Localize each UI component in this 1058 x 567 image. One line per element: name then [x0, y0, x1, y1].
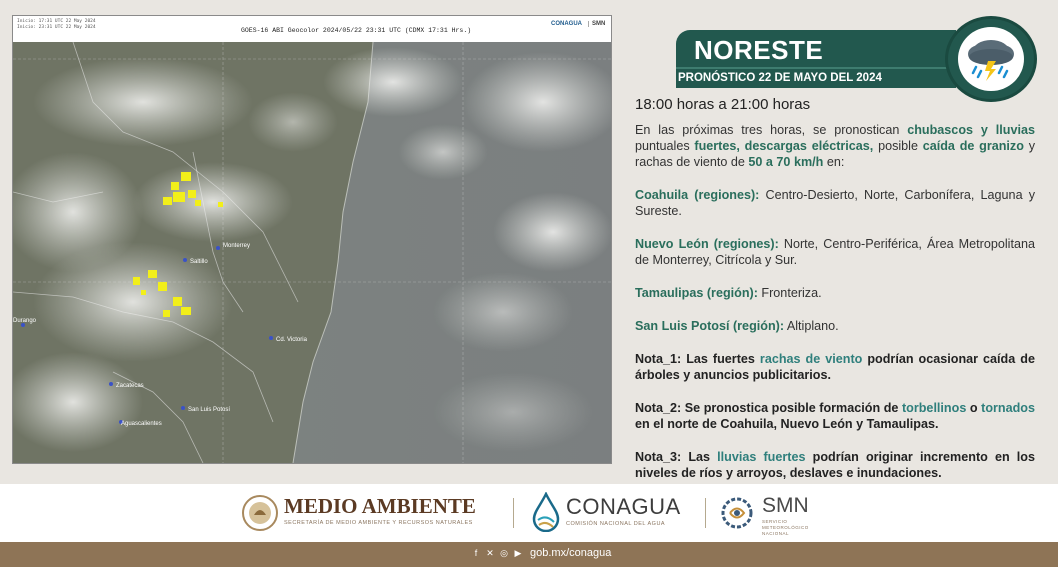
footer-separator: [513, 498, 514, 528]
region-badge: [676, 30, 956, 67]
medio-ambiente-logo: MEDIO AMBIENTE: [284, 494, 476, 518]
region-title: NORESTE: [694, 35, 824, 65]
city-label-saltillo: Saltillo: [190, 259, 208, 265]
satellite-title: GOES-16 ABI Geocolor 2024/05/22 23:31 UTC (CDMX 17:31 Hrs.): [241, 27, 472, 34]
smn-emblem-icon: [720, 496, 754, 530]
forecast-nuevo-leon: Nuevo León (regiones): Norte, Centro-Periférica, Área Metropolitana de Monterrey, Citrícola y Sur.: [635, 237, 1035, 267]
satellite-map: [13, 42, 611, 463]
satellite-meta: Inicio: 17:31 UTC 22 May 2024 Inicio: 23:31 UTC 22 May 2024: [17, 19, 96, 30]
smn-logo: SMN: [762, 494, 809, 517]
footer-logos: [0, 484, 1058, 542]
satellite-image-panel: [12, 15, 612, 464]
satellite-conagua-logo: CONAGUA: [551, 21, 582, 27]
storm-cloud-icon: [958, 27, 1024, 91]
conagua-logo: CONAGUA: [566, 494, 681, 519]
forecast-nota-3: Nota_3: Las lluvias fuertes podrían originar incremento en los niveles de ríos y arroyos, deslaves e inundaciones.: [635, 450, 1036, 480]
forecast-nota-2: Nota_2: Se pronostica posible formación de torbellinos o tornados en el norte de Coahuila, Nuevo León y Tamaulipas.: [635, 401, 1035, 431]
satellite-image: [13, 42, 611, 463]
forecast-tamaulipas: Tamaulipas (región): Fronteriza.: [635, 286, 822, 300]
smn-subtitle: SERVICIO METEOROLÓGICO NACIONAL: [762, 519, 809, 536]
social-icons: [471, 548, 523, 558]
forecast-date-strip: [676, 67, 956, 88]
forecast-body: [635, 96, 1035, 498]
youtube-icon[interactable]: ▶: [514, 548, 522, 558]
facebook-icon[interactable]: f: [474, 548, 478, 558]
forecast-intro: En las próximas tres horas, se pronostican chubascos y lluvias puntuales fuertes, descargas eléctricas, posible caída de granizo y rachas de viento de 50 a 70 km/h en:: [635, 123, 1035, 169]
weather-icon-badge: [945, 16, 1037, 102]
footer-separator-2: [705, 498, 706, 528]
forecast-coahuila: Coahuila (regiones): Centro-Desierto, Norte, Carbonífera, Laguna y Sureste.: [635, 188, 1035, 218]
forecast-nota-1: Nota_1: Las fuertes rachas de viento podrían ocasionar caída de árboles y anuncios publicitarios.: [635, 352, 1035, 382]
city-label-zacatecas: Zacatecas: [116, 383, 144, 389]
x-icon[interactable]: ✕: [486, 548, 494, 558]
instagram-icon[interactable]: ◎: [500, 548, 508, 558]
footer-strip: [0, 542, 1058, 567]
city-label-victoria: Cd. Victoria: [276, 337, 307, 343]
city-label-slp: San Luis Potosí: [188, 407, 231, 413]
satellite-header: [13, 16, 611, 42]
medio-ambiente-subtitle: SECRETARÍA DE MEDIO AMBIENTE Y RECURSOS NATURALES: [284, 520, 473, 526]
satellite-smn-logo: SMN: [588, 21, 605, 27]
forecast-time-range: 18:00 horas a 21:00 horas: [635, 96, 811, 113]
city-label-durango: Durango: [13, 318, 37, 324]
conagua-subtitle: COMISIÓN NACIONAL DEL AGUA: [566, 521, 666, 527]
website-link[interactable]: gob.mx/conagua: [530, 547, 612, 559]
forecast-slp: San Luis Potosí (región): Altiplano.: [635, 319, 839, 333]
city-label-aguascalientes: Aguascalientes: [121, 421, 162, 427]
city-label-monterrey: Monterrey: [223, 243, 251, 249]
forecast-date: PRONÓSTICO 22 DE MAYO DEL 2024: [678, 72, 882, 84]
conagua-drop-icon: [530, 492, 562, 532]
mexico-shield-icon: [240, 493, 280, 533]
